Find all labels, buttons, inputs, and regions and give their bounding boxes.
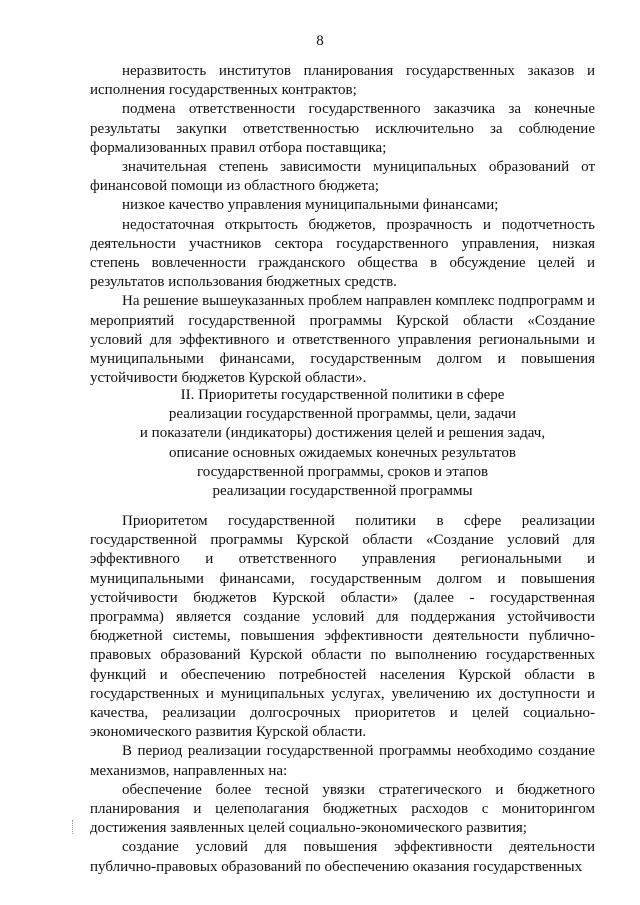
section-heading — [90, 386, 595, 501]
heading-line: II. Приоритеты государственной политики в сфере — [180, 387, 505, 403]
heading-line: и показатели (индикаторы) достижения целей и решения задач, — [139, 425, 546, 442]
paragraph: неразвитость институтов планирования государственных заказов и исполнения государственных контрактов; — [90, 63, 595, 99]
paragraph: недостаточная открытость бюджетов, прозрачность и подотчетность деятельности участников сектора государственного управления, низкая степень вовлеченности гражданского общества в обсуждение целей и результатов использования бюджетных средств. — [90, 216, 595, 291]
page-number: 8 — [316, 33, 324, 49]
paragraph: В период реализации государственной программы необходимо создание механизмов, направленных на: — [90, 743, 595, 779]
intro-section — [90, 62, 595, 388]
heading-line: реализации государственной программы, цели, задачи — [168, 406, 517, 423]
heading-line: реализации государственной программы — [212, 483, 473, 500]
body-section — [90, 512, 595, 877]
paragraph: Приоритетом государственной политики в сфере реализации государственной программы Курской области «Создание условий для эффективного и ответственного управления региональными и муниципальными финансами, государственным долгом и повышения устойчивости бюджетов Курской области» (далее - государственная программа) является создание условий для поддержания устойчивости бюджетной системы, повышения эффективности деятельности публично-правовых образований Курской области по выполнению государственных функций и обеспечению потребностей населения Курской области в государственных и муниципальных услугах, увеличению их доступности и качества, реализации долгосрочных приоритетов и целей социально-экономического развития Курской области. — [90, 513, 595, 741]
paragraph: создание условий для повышения эффективности деятельности публично-правовых образований по обеспечению оказания государственных — [90, 839, 595, 875]
heading-line: государственной программы, сроков и этапов — [196, 463, 489, 480]
paragraph: значительная степень зависимости муниципальных образований от финансовой помощи из областного бюджета; — [90, 159, 595, 195]
paragraph: низкое качество управления муниципальными финансами; — [122, 197, 499, 214]
paragraph: обеспечение более тесной увязки стратегического и бюджетного планирования и целеполагания бюджетных расходов с мониторингом достижения заявленных целей социально-экономического развития; — [90, 781, 595, 837]
paragraph: подмена ответственности государственного заказчика за конечные результаты закупки ответственностью исключительно за соблюдение формализованных правил отбора поставщика; — [90, 101, 595, 156]
margin-mark — [72, 820, 74, 834]
paragraph: На решение вышеуказанных проблем направлен комплекс подпрограмм и мероприятий государственной программы Курской области «Создание условий для эффективного и ответственного управления региональными и муниципальными финансами, государственным долгом и повышения устойчивости бюджетов Курской области». — [90, 293, 595, 387]
heading-line: описание основных ожидаемых конечных результатов — [168, 444, 517, 461]
